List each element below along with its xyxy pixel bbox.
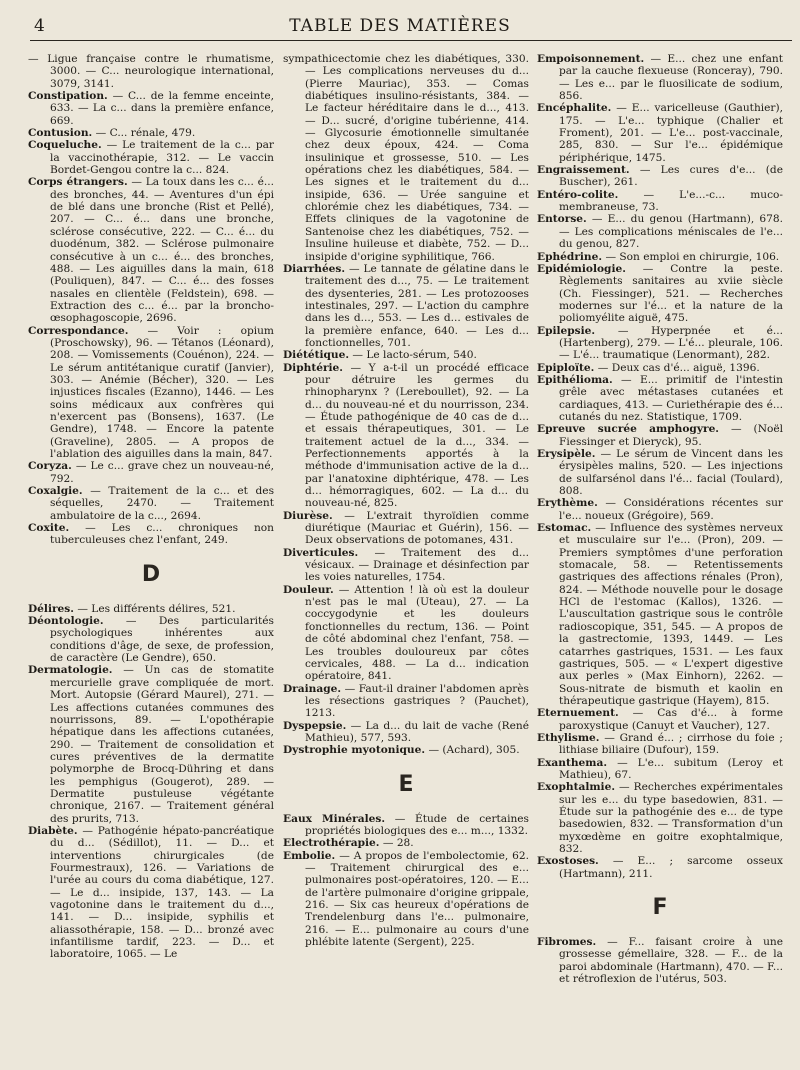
entry-heading: Dermatologie. bbox=[28, 664, 113, 677]
entry-heading: Coxalgie. bbox=[28, 485, 83, 498]
entry-text: — C... de la femme enceinte, 633. — La c... dans la première enfance, 669. bbox=[50, 90, 274, 127]
entry-heading: Embolie. bbox=[283, 849, 336, 862]
entry-text: — E... primitif de l'intestin grêle avec métastases cutanées et cardiaques, 413. — Curiethérapie des é... cutanés du nez. Statistique, 1709. bbox=[559, 373, 783, 423]
index-entry bbox=[537, 251, 783, 263]
section-letter: F bbox=[652, 895, 668, 921]
index-column-middle bbox=[283, 53, 529, 948]
entry-heading: Eaux Minérales. bbox=[283, 812, 386, 825]
index-entry bbox=[537, 362, 783, 374]
entry-heading: Ephédrine. bbox=[537, 250, 603, 263]
entry-text: — Recherches expérimentales sur les e... du type basedowien, 831. — Étude sur la pathogénie des e... de type basedowien, 832. — Transformation d'un myxœdème en goitre exophtalmique, 832. bbox=[559, 781, 783, 855]
entry-text: — E... chez une enfant par la cauche flexueuse (Ronceray), 790. — Les e... par le fluosilicate de sodium, 856. bbox=[559, 53, 783, 103]
entry-text: — Deux cas d'é... aiguë, 1396. bbox=[597, 361, 760, 374]
index-entry bbox=[283, 263, 529, 349]
index-entry bbox=[28, 53, 274, 90]
header-rule bbox=[30, 40, 792, 41]
entry-heading: Empoisonnement. bbox=[537, 53, 645, 65]
index-entry bbox=[537, 102, 783, 164]
entry-text: — Grand é... ; cirrhose du foie ; lithiase biliaire (Dufour), 159. bbox=[559, 731, 783, 757]
entry-text: — L'e...-c... muco-membraneuse, 73. bbox=[559, 188, 783, 214]
entry-text: — Le c... grave chez un nouveau-né, 792. bbox=[50, 460, 275, 485]
entry-text: sympathicectomie chez les diabétiques, 330. — Les complications nerveuses du d... (Pierre Mauriac), 353. — Comas diabétiques insulino-résistants, 384. — Le facteur héréditaire dans le d..., 413. — D... sucré, d'origine tubérienne, 414. — Glycosurie émotionnelle simultanée chez deux époux, 424. — Coma insulinique et grossesse, 510. — Les opérations chez les diabétiques, 584. — Les signes et le traitement du d... insipide, 636. — Urée sanguine et chlorémie chez les diabétiques, 734. — Effets cliniques de la vagotonine de Santenoise chez les diabétiques, 752. — Insuline huileuse et diabète, 752. — D... insipide d'origine syphilitique, 766. bbox=[283, 53, 529, 263]
entry-heading: Diététique. bbox=[283, 349, 350, 362]
entry-text: — Le sérum de Vincent dans les érysipèles malins, 520. — Les injections de sulfarsénol dans l'é... facial (Toulard), 808. bbox=[559, 448, 783, 498]
index-entry bbox=[283, 720, 529, 745]
index-entry bbox=[283, 53, 529, 263]
entry-text: — Un cas de stomatite mercurielle grave compliquée de mort. Mort. Autopsie (Gérard Maurel), 271. — Les affections cutanées communes des nourrissons, 89. — L'opothérapie hépatique dans les affections cutanées, 290. — Traitement de consolidation et cures préventives de la dermatite polymorphe de Brocq-Dühring et dans les pemphigus (Gougerot), 289. — Dermatite pustuleuse végétante chronique, 2167. — Traitement général des prurits, 713. bbox=[50, 664, 274, 825]
index-entry bbox=[537, 707, 783, 732]
entry-heading: Erysipèle. bbox=[537, 448, 596, 460]
entry-heading: Constipation. bbox=[28, 90, 108, 103]
entry-heading: Ethylisme. bbox=[537, 731, 600, 744]
index-entry bbox=[28, 139, 274, 176]
index-entry bbox=[283, 813, 529, 838]
entry-text: — E... ; sarcome osseux (Hartmann), 211. bbox=[559, 855, 784, 880]
entry-heading: Epidémiologie. bbox=[537, 262, 626, 275]
entry-text: — L'extrait thyroïdien comme diurétique (Mauriac et Guérin), 156. — Deux observations de potomanes, 431. bbox=[305, 509, 530, 547]
index-entry bbox=[537, 781, 783, 855]
entry-text: — Faut-il drainer l'abdomen après les résections gastriques ? (Pauchet), 1213. bbox=[305, 682, 529, 720]
entry-text: — Pathogénie hépato-pancréatique du d... (Sédillot), 11. — D... et interventions chirurgicales (de Fourmestraux), 126. — Variations de l'urée au cours du coma diabétique, 127. — Le d... insipide, 137, 143. — La vagotonine dans le traitement du d..., 141. — D... insipide, syphilis et aliassothérapie, 158. — D... bronzé avec infantilisme tardif, 223. — D... et laboratoire, 1065. — Le bbox=[50, 824, 274, 961]
index-entry bbox=[537, 423, 783, 448]
index-entry bbox=[283, 349, 529, 361]
entry-text: — Cas d'é... à forme paroxystique (Canuyt et Vaucher), 127. bbox=[559, 707, 783, 732]
index-entry bbox=[537, 164, 783, 189]
index-entry bbox=[28, 90, 274, 127]
entry-text: — A propos de l'embolectomie, 62. — Traitement chirurgical des e... pulmonaires post-opératoires, 120. — E... de l'artère pulmonaire d'origine grippale, 216. — Six cas heureux d'opérations de Trendelenburg dans l'e... pulmonaire, 216. — E... pulmonaire au cours d'une phlébite latente (Sergent), 225. bbox=[305, 849, 530, 949]
entry-heading: Engraissement. bbox=[537, 164, 630, 177]
index-entry bbox=[537, 448, 783, 497]
index-entry bbox=[283, 744, 529, 756]
index-entry bbox=[537, 497, 783, 522]
index-entry bbox=[283, 584, 529, 683]
entry-text: — (Noël Fiessinger et Dieryck), 95. bbox=[559, 423, 783, 448]
entry-text: — (Achard), 305. bbox=[428, 744, 520, 757]
entry-text: — La d... du lait de vache (René Mathieu), 577, 593. bbox=[305, 719, 529, 744]
entry-heading: Epilepsie. bbox=[537, 324, 596, 337]
entry-text: — Ligue française contre le rhumatisme, 3000. — C... neurologique international, 3079, 3141. bbox=[28, 53, 274, 90]
index-entry bbox=[537, 374, 783, 423]
section-letter: D bbox=[141, 561, 161, 587]
index-entry bbox=[28, 485, 274, 522]
entry-text: — Attention ! là où est la douleur n'est pas le mal (Uteau), 27. — La coccygodynie et les douleurs fonctionnelles du rectum, 136. — Point de côté abdominal chez l'enfant, 758. — Les troubles douloureux par côtes cervicales, 488. — La d... indication opératoire, 841. bbox=[305, 583, 529, 683]
entry-heading: Entorse. bbox=[537, 213, 587, 226]
index-entry bbox=[283, 683, 529, 720]
entry-heading: Coxite. bbox=[28, 522, 70, 535]
entry-text: — Son emploi en chirurgie, 106. bbox=[605, 250, 780, 263]
index-entry bbox=[28, 825, 274, 961]
index-entry bbox=[537, 263, 783, 325]
index-entry bbox=[28, 615, 274, 664]
index-entry bbox=[28, 664, 274, 824]
entry-text: — Les différents délires, 521. bbox=[77, 602, 236, 615]
entry-text: — La toux dans les c... é... des bronches, 44. — Aventures d'un épi de blé dans une bronche (Rist et Pellé), 207. — C... é... dans une bronche, sclérose consécutive, 222. — C... é... du duodénum, 382. — Sclérose pulmonaire consécutive à un c... é... des bronches, 488. — Les aiguilles dans la main, 618 (Pouliquen), 847. — C... é... des fosses nasales en clientèle (Feldstein), 698. — Extraction des c... é... par la broncho-œsophagoscopie, 2696. bbox=[50, 176, 274, 325]
entry-heading: Coryza. bbox=[28, 460, 72, 473]
index-entry bbox=[283, 510, 529, 547]
entry-text: — Le traitement de la c... par la vaccinothérapie, 312. — Le vaccin Bordet-Gengou contre la c... 824. bbox=[50, 139, 274, 177]
entry-heading: Délires. bbox=[28, 602, 74, 615]
entry-text: — Les c... chroniques non tuberculeuses chez l'enfant, 249. bbox=[50, 522, 274, 547]
entry-text: — 28. bbox=[382, 837, 414, 850]
entry-heading: Dystrophie myotonique. bbox=[283, 744, 426, 757]
index-entry bbox=[283, 547, 529, 584]
entry-text: — E... varicelleuse (Gauthier), 175. — L'e... typhique (Chalier et Froment), 201. — L'e... post-vaccinale, 285, 830. — Sur l'e... épidémique périphérique, 1475. bbox=[559, 102, 783, 164]
entry-heading: Dyspepsie. bbox=[283, 719, 347, 732]
entry-heading: Diarrhées. bbox=[283, 262, 346, 275]
entry-heading: Exanthema. bbox=[537, 756, 608, 769]
index-entry bbox=[537, 522, 783, 707]
entry-heading: Drainage. bbox=[283, 682, 342, 695]
entry-heading: Correspondance. bbox=[28, 324, 129, 337]
entry-heading: Erythème. bbox=[537, 497, 598, 510]
index-entry bbox=[537, 757, 783, 782]
entry-heading: Corps étrangers. bbox=[28, 176, 128, 189]
entry-heading: Entéro-colite. bbox=[537, 188, 619, 201]
entry-heading: Contusion. bbox=[28, 127, 93, 140]
entry-text: — Traitement des d... vésicaux. — Drainage et désinfection par les voies naturelles, 1754. bbox=[305, 546, 529, 584]
entry-heading: Diurèse. bbox=[283, 509, 333, 522]
entry-heading: Eternuement. bbox=[537, 707, 619, 720]
entry-heading: Electrothérapie. bbox=[283, 837, 380, 850]
entry-text: — Influence des systèmes nerveux et musculaire sur l'e... (Pron), 209. — Premiers symptômes d'une perforation stomacale, 58. — Retentissements gastriques des affections rénales (Pron), 824. — Méthode nouvelle pour le dosage HCl de l'estomac (Kallos), 1326. — L'auscultation gastrique sous le contrôle radioscopique, 351, 545. — A propos de la gastrectomie, 1393, 1449. — Les catarrhes gastriques, 1531. — Les faux gastriques, 505. — « L'expert digestive aux perles » (Max Einhorn), 2262. — Sous-nitrate de bismuth et kaolin en thérapeutique gastrique (Hayem), 815. bbox=[559, 522, 783, 707]
entry-text: — F... faisant croire à une grossesse gémellaire, 328. — F... de la paroi abdominale (Hartmann), 470. — F... et rétroflexion de l'utérus, 503. bbox=[559, 936, 783, 986]
index-entry bbox=[28, 460, 274, 485]
index-entry bbox=[28, 603, 274, 615]
index-entry bbox=[537, 936, 783, 985]
entry-text: — Y a-t-il un procédé efficace pour détruire les germes du rhinopharynx ? (Lereboullet), 92. — La d... du nouveau-né et du nourrisson, 234. — Étude pathogénique de 40 cas de d... et essais thérapeutiques, 301. — Le traitement actuel de la d..., 334. — Perfectionnements apportés à la méthode d'immunisation active de la d... par l'anatoxine diphtérique, 478. — Les d... hémorragiques, 602. — La d... du nouveau-né, 825. bbox=[305, 361, 529, 510]
index-entry bbox=[283, 850, 529, 949]
running-header bbox=[0, 16, 800, 40]
entry-text: — Contre la peste. Règlements sanitaires au xviie siècle (Ch. Fiessinger), 521. — Recherches modernes sur l'é... et la nature de la poliomyélite aiguë, 475. bbox=[559, 262, 783, 325]
entry-heading: Epithélioma. bbox=[537, 373, 613, 386]
entry-text: — Hyperpnée et é... (Hartenberg), 279. — L'é... pleurale, 106. — L'é... traumatique (Lenormant), 282. bbox=[559, 324, 783, 362]
index-entry bbox=[537, 189, 783, 214]
index-entry bbox=[28, 127, 274, 139]
entry-text: — Les cures d'e... (de Buscher), 261. bbox=[559, 164, 783, 189]
index-entry bbox=[537, 732, 783, 757]
entry-text: — C... rénale, 479. bbox=[95, 127, 196, 140]
index-column-left bbox=[28, 53, 274, 961]
entry-heading: Exostoses. bbox=[537, 855, 599, 868]
index-entry bbox=[537, 213, 783, 250]
entry-heading: Estomac. bbox=[537, 522, 592, 535]
entry-text: — Traitement de la c... et des séquelles, 2470. — Traitement ambulatoire de la c..., 2694. bbox=[50, 485, 275, 522]
entry-heading: Diabète. bbox=[28, 824, 78, 837]
entry-text: — Considérations récentes sur l'e... noueux (Grégoire), 569. bbox=[559, 497, 783, 522]
entry-heading: Déontologie. bbox=[28, 615, 104, 628]
entry-text: — E... du genou (Hartmann), 678. — Les complications méniscales de l'e... du genou, 827. bbox=[559, 213, 783, 251]
page-title: TABLE DES MATIÈRES bbox=[289, 16, 511, 36]
entry-text: — Le lacto-sérum, 540. bbox=[352, 349, 477, 362]
entry-heading: Fibromes. bbox=[537, 936, 597, 949]
entry-text: — Étude de certaines propriétés biologiques des e... m..., 1332. bbox=[305, 812, 529, 837]
entry-heading: Exophtalmie. bbox=[537, 781, 616, 794]
section-letter: E bbox=[398, 771, 414, 797]
index-entry bbox=[537, 855, 783, 880]
index-entry bbox=[537, 325, 783, 362]
entry-text: — Des particularités psychologiques inhérentes aux conditions d'âge, de sexe, de profession, de caractère (Le Gendre), 650. bbox=[50, 615, 274, 665]
entry-heading: Epreuve sucrée amphogyre. bbox=[537, 423, 719, 436]
index-column-right bbox=[537, 53, 783, 985]
entry-text: — Voir : opium (Proschowsky), 96. — Tétanos (Léonard), 208. — Vomissements (Couénon), 224. — Le sérum antitétanique curatif (Janvier), 303. — Anémie (Bécher), 320. — Les injustices fiscales (Ezanno), 1446. — Les soins médicaux aux confrères qui n'exercent pas (Bonsens), 1637. (Le Gendre), 1748. — Encore la patente (Graveline), 2805. — A propos de l'ablation des aiguilles dans la main, 847. bbox=[50, 324, 274, 460]
index-entry bbox=[283, 362, 529, 510]
entry-heading: Diphtérie. bbox=[283, 361, 343, 374]
entry-heading: Encéphalite. bbox=[537, 102, 612, 115]
index-entry bbox=[28, 176, 274, 324]
index-entry bbox=[537, 53, 783, 102]
entry-heading: Coqueluche. bbox=[28, 139, 102, 152]
entry-heading: Diverticules. bbox=[283, 546, 359, 559]
page-number: 4 bbox=[34, 16, 45, 36]
index-entry bbox=[28, 325, 274, 461]
index-entry bbox=[283, 837, 529, 849]
entry-text: — L'e... subitum (Leroy et Mathieu), 67. bbox=[559, 756, 783, 781]
index-entry bbox=[28, 522, 274, 547]
entry-heading: Epiploïte. bbox=[537, 361, 595, 374]
entry-text: — Le tannate de gélatine dans le traitement des d..., 75. — Le traitement des dysenteries, 281. — Les protozooses intestinales, 297. — L'action du camphre dans les d..., 553. — Les d... estivales de la première enfance, 640. — Les d... fonctionnelles, 701. bbox=[305, 262, 529, 349]
entry-heading: Douleur. bbox=[283, 583, 334, 596]
